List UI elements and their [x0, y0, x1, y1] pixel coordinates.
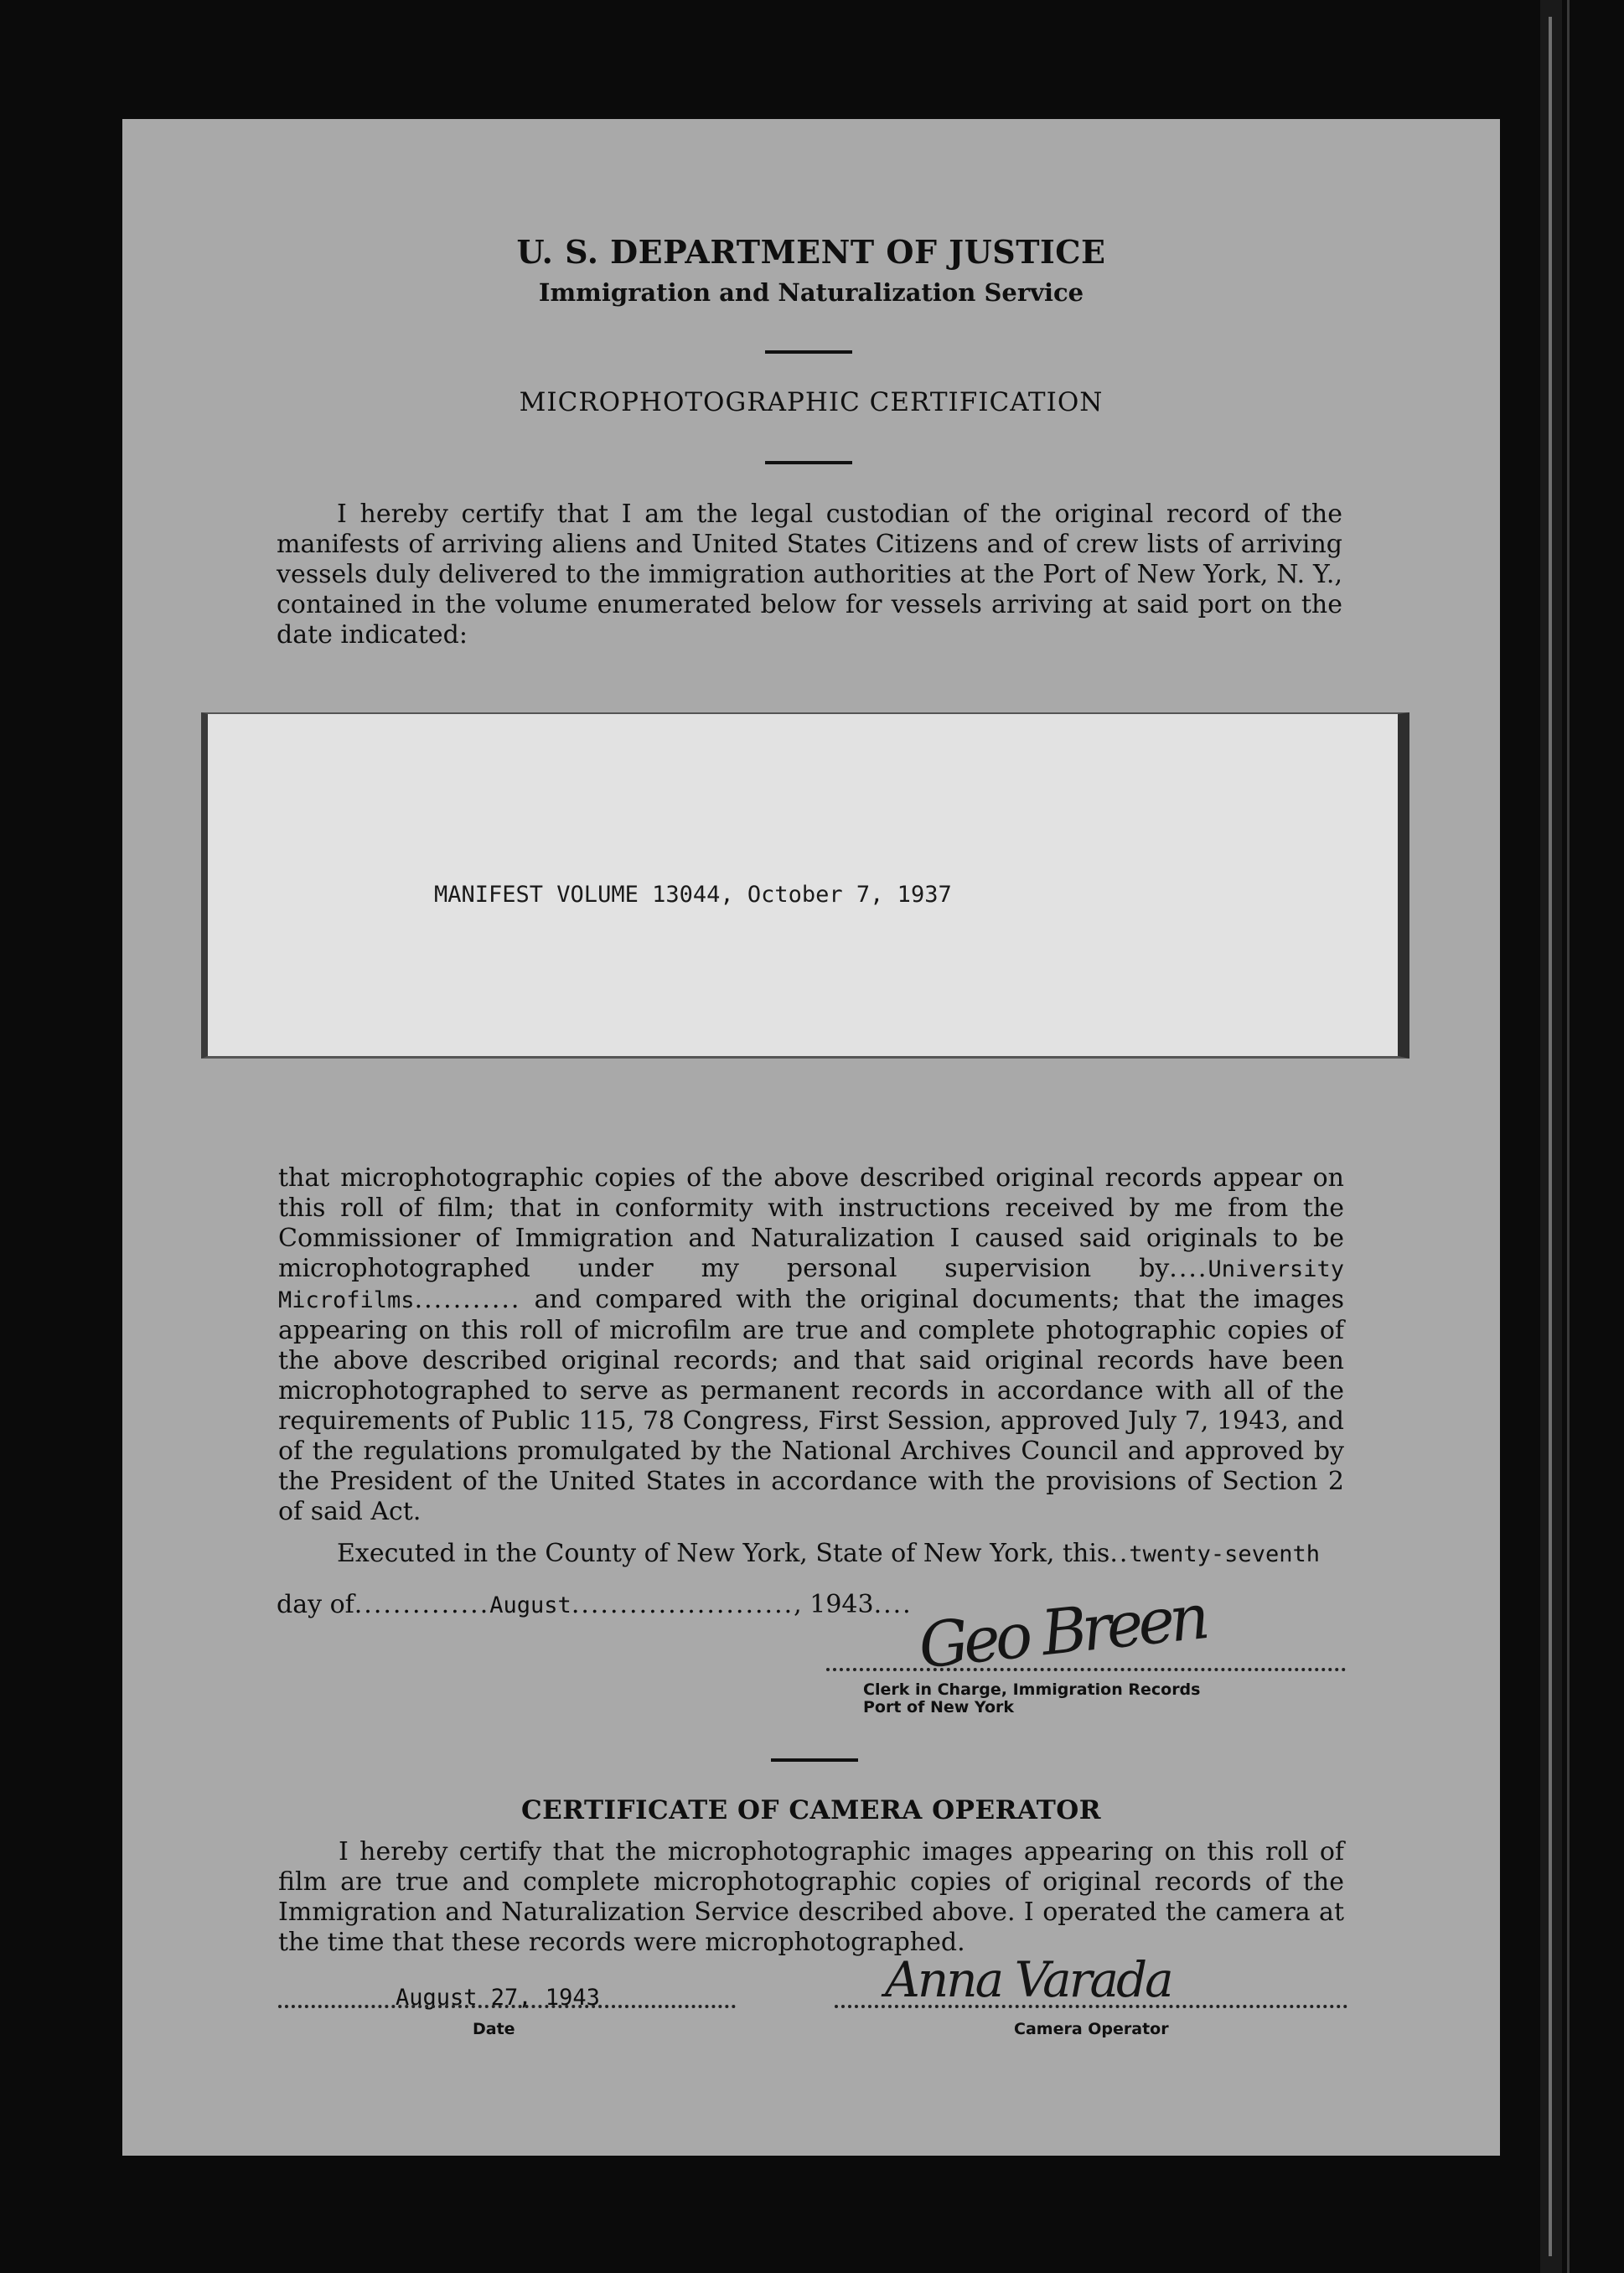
clerk-title-line2: Port of New York [863, 1698, 1015, 1716]
fill-dots: .. [1109, 1539, 1130, 1568]
execution-day-value: twenty-seventh [1129, 1541, 1320, 1567]
date-line [278, 2005, 736, 2008]
body-paragraph [278, 1163, 1344, 1527]
body-text-part1: that microphotographic copies of the above described original records appear on this roll of film; that in conformity with instructions received by me from the Commissioner of Immigration and Naturalization I caused said originals to be microphotographed under my personal supervision by [278, 1163, 1344, 1283]
clerk-signature: Geo Breen [915, 1581, 1208, 1683]
execution-year: , 1943 [794, 1590, 874, 1619]
fill-dots: .... [1169, 1254, 1208, 1283]
divider [771, 1758, 858, 1762]
department-title: U. S. DEPARTMENT OF JUSTICE [516, 233, 1106, 271]
execution-month-value: August [489, 1592, 572, 1618]
volume-inset [201, 712, 1409, 1059]
fill-dots: .... [873, 1590, 913, 1619]
divider [765, 350, 852, 354]
certification-title: MICROPHOTOGRAPHIC CERTIFICATION [519, 387, 1104, 417]
certificate-page [122, 119, 1500, 2156]
clerk-signature-line [826, 1668, 1346, 1671]
film-edge-stripe [1567, 0, 1570, 2273]
date-label: Date [473, 2020, 515, 2038]
film-edge-stripe [1549, 17, 1552, 2256]
divider [765, 461, 852, 464]
fill-dots: ....................... [571, 1590, 794, 1619]
clerk-title-line1: Clerk in Charge, Immigration Records [863, 1680, 1201, 1699]
clerk-title [863, 1681, 1200, 1716]
day-of-label: day of [277, 1590, 354, 1619]
camera-certificate-text: I hereby certify that the microphotographic images appearing on this roll of film are true and complete microphotographic copies of original records of the Immigration and Naturalization Service described above. I operated the camera at the time that these records were microphotographed. [278, 1837, 1344, 1957]
volume-label: MANIFEST VOLUME 13044, October 7, 1937 [434, 882, 952, 908]
execution-prefix: Executed in the County of New York, State of New York, this [337, 1539, 1110, 1568]
camera-operator-signature: Anna Varada [885, 1951, 1171, 2008]
camera-operator-label: Camera Operator [1014, 2020, 1169, 2038]
service-subtitle: Immigration and Naturalization Service [538, 278, 1084, 307]
camera-operator-line [835, 2005, 1347, 2008]
camera-certificate-title: CERTIFICATE OF CAMERA OPERATOR [520, 1795, 1102, 1825]
fill-dots: .............. [354, 1590, 490, 1619]
filmed-by-value: University Microfilms [278, 1256, 1344, 1313]
date-value: August 27, 1943 [396, 1985, 600, 2011]
fill-dots: ........... [414, 1285, 521, 1314]
body-text-part2: and compared with the original documents; that the images appearing on this roll of microfilm are true and complete photographic copies of the above described original records; and that said original records have been microphotographed to serve as permanent records in accordance with all of the requirements of Public 115, 78 Congress, First Session, approved July 7, 1943, and of the regulations promulgated by the National Archives Council and approved by the President of the United States in accordance with the provisions of Section 2 of said Act. [278, 1285, 1344, 1526]
intro-paragraph: I hereby certify that I am the legal custodian of the original record of the manifests of arriving aliens and United States Citizens and of crew lists of arriving vessels duly delivered to the immigration authorities at the Port of New York, N. Y., contained in the volume enumerated below for vessels arriving at said port on the date indicated: [277, 500, 1342, 650]
